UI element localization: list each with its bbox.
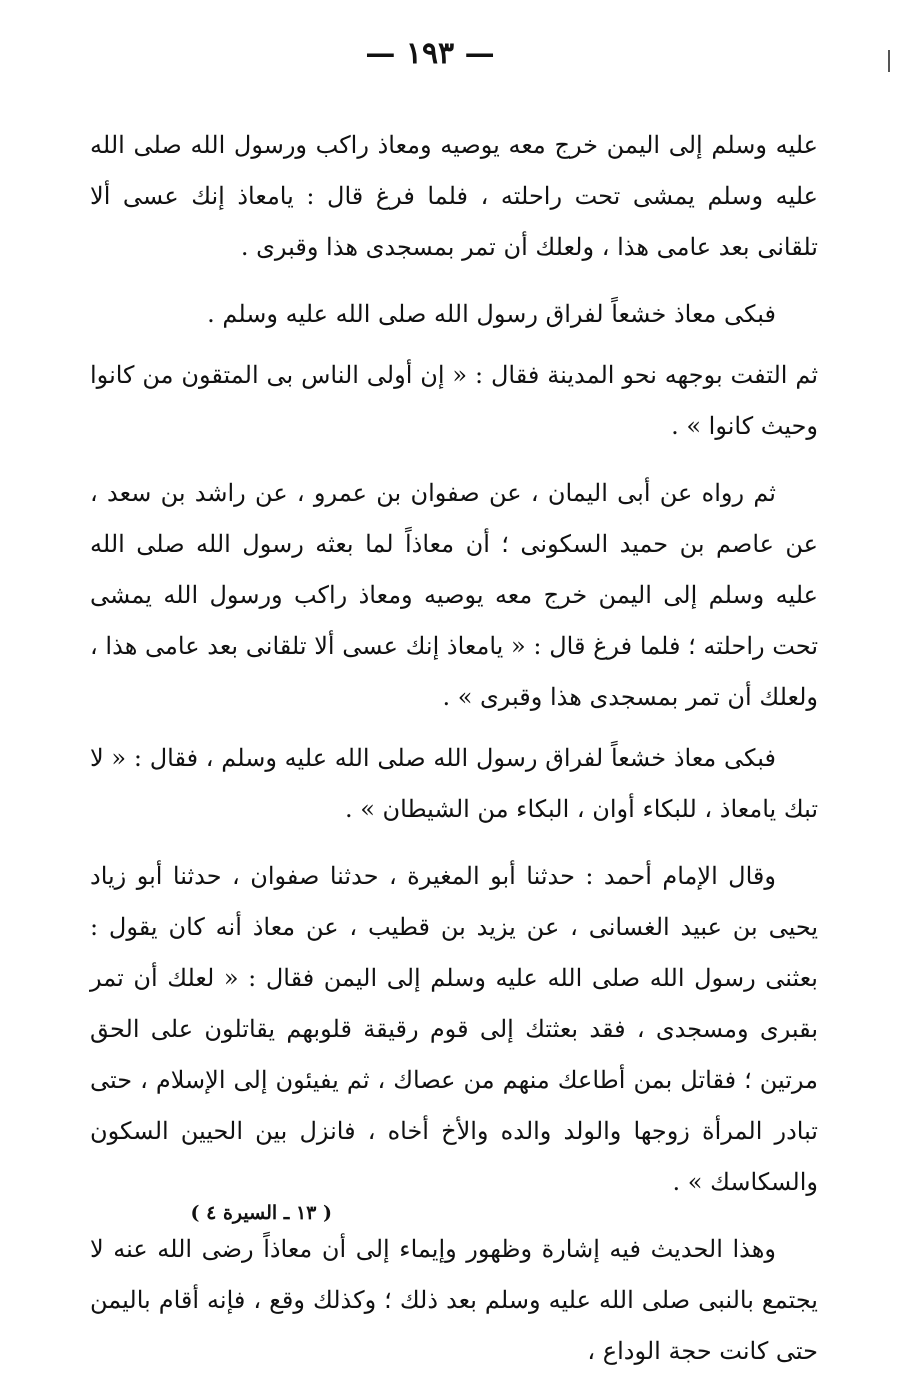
paragraph-imam-ahmad: وقال الإمام أحمد : حدثنا أبو المغيرة ، حدثنا صفوان ، حدثنا أبو زياد يحيى بن عبيد الغسانى ، عن يزيد بن قطيب ، عن معاذ أنه كان يقول : بعثنى رسول الله صلى الله عليه وسلم إلى اليمن فقال : « لعلك أن تمر بقبرى ومسجدى ، فقد بعثتك إلى قوم رقيقة قلوبهم يقاتلون على الحق مرتين ؛ فقاتل بمن أطاعك منهم من عصاك ، ثم يفيئون إلى الإسلام ، حتى تبادر المرأة زوجها والولد والده والأخ أخاه ، فانزل بين الحيين السكون والسكاسك » . [90, 862, 818, 1196]
paragraph-do-not-weep: فبكى معاذ خشعاً لفراق رسول الله صلى الله عليه وسلم ، فقال : « لا تبك يامعاذ ، للبكاء أوان ، البكاء من الشيطان » . [90, 744, 818, 823]
paragraph-second-narration: ثم رواه عن أبى اليمان ، عن صفوان بن عمرو ، عن راشد بن سعد ، عن عاصم بن حميد السكونى ؛ أن معاذاً لما بعثه رسول الله صلى الله عليه وسلم إلى اليمن خرج معه يوصيه ومعاذ راكب ورسول الله يمشى تحت راحلته ؛ فلما فرغ قال : « يامعاذ إنك عسى ألا تلقانى بعد عامى هذا ، ولعلك أن تمر بمسجدى هذا وقبرى » . [90, 479, 818, 711]
paragraph-commentary: وهذا الحديث فيه إشارة وظهور وإيماء إلى أن معاذاً رضى الله عنه لا يجتمع بالنبى صلى الله عليه وسلم بعد ذلك ؛ وكذلك وقع ، فإنه أقام باليمن حتى كانت حجة الوداع ، [90, 1235, 818, 1365]
paragraph-muadh-weeps: فبكى معاذ خشعاً لفراق رسول الله صلى الله عليه وسلم . [207, 300, 776, 328]
page-number: — ١٩٣ — [365, 36, 495, 71]
margin-mark [888, 50, 890, 72]
paragraph-continuation: عليه وسلم إلى اليمن خرج معه يوصيه ومعاذ راكب ورسول الله صلى الله عليه وسلم يمشى تحت راحلته ، فلما فرغ قال : يامعاذ إنك عسى ألا تلقانى بعد عامى هذا ، ولعلك أن تمر بمسجدى هذا وقبرى . [90, 131, 818, 261]
footer-signature: ( ١٣ ـ السيرة ٤ ) [190, 1202, 332, 1224]
page-body [90, 120, 818, 1377]
paragraph-turned-to-medina: ثم التفت بوجهه نحو المدينة فقال : « إن أولى الناس بى المتقون من كانوا وحيث كانوا » . [90, 361, 818, 440]
